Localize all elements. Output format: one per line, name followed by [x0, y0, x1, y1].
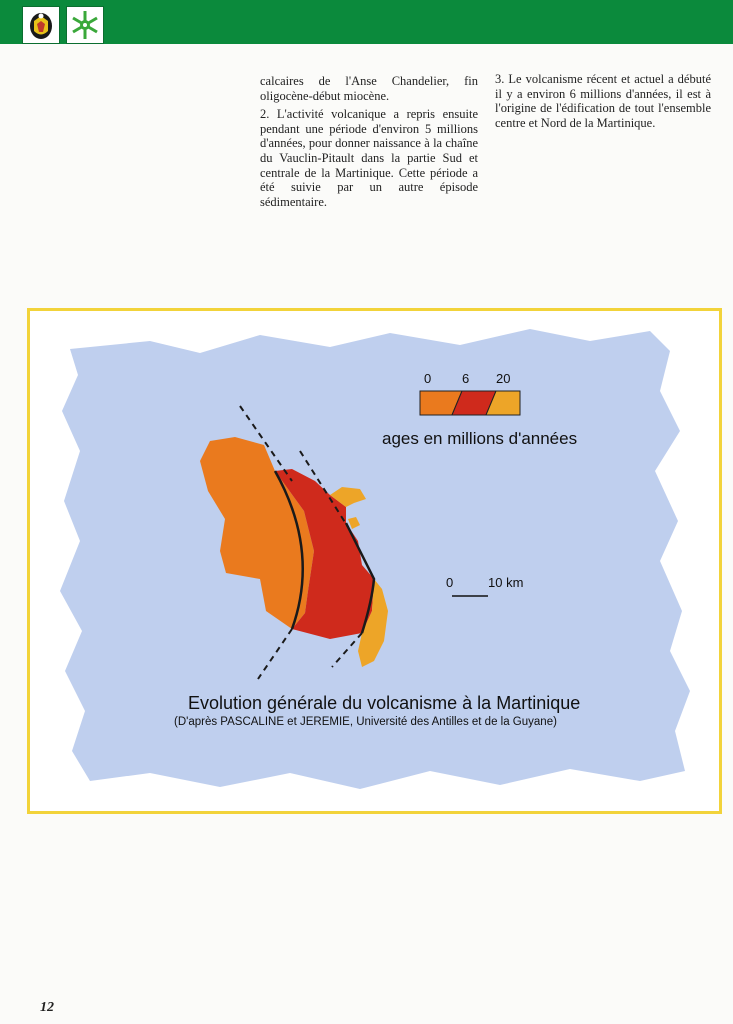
text-column-left — [260, 74, 478, 213]
coat-of-arms-icon — [22, 6, 60, 44]
figure-credit: (D'après PASCALINE et JEREMIE, Université des Antilles et de la Guyane) — [174, 716, 557, 728]
figure-frame — [27, 308, 722, 814]
paragraph: 3. Le volcanisme récent et actuel a débuté il y a environ 6 millions d'années, il est à l'origine de l'édification de tout l'ensemble centre et Nord de la Martinique. — [495, 72, 711, 130]
martinique-volcanism-map — [30, 311, 719, 811]
scale-tick-0: 0 — [446, 575, 454, 590]
paragraph: 2. L'activité volcanique a repris ensuite pendant une période d'environ 5 millions d'années, pour donner naissance à la chaîne du Vauclin-Pitault dans la partie Sud et centrale de la Martinique. Cette période a été suivie par un autre épisode sédimentaire. — [260, 107, 478, 209]
legend-tick-6: 6 — [462, 371, 470, 386]
page-number: 12 — [40, 1000, 54, 1015]
legend-tick-20: 20 — [496, 371, 511, 386]
green-snowflake-emblem-icon — [66, 6, 104, 44]
legend-tick-0: 0 — [424, 371, 432, 386]
paragraph: calcaires de l'Anse Chandelier, fin oligocène-début miocène. — [260, 74, 478, 103]
header-bar — [0, 0, 733, 44]
text-column-right — [495, 72, 711, 134]
figure-title: Evolution générale du volcanisme à la Martinique — [188, 693, 581, 713]
legend-label: ages en millions d'années — [382, 429, 578, 448]
scale-tick-10km: 10 km — [488, 575, 524, 590]
